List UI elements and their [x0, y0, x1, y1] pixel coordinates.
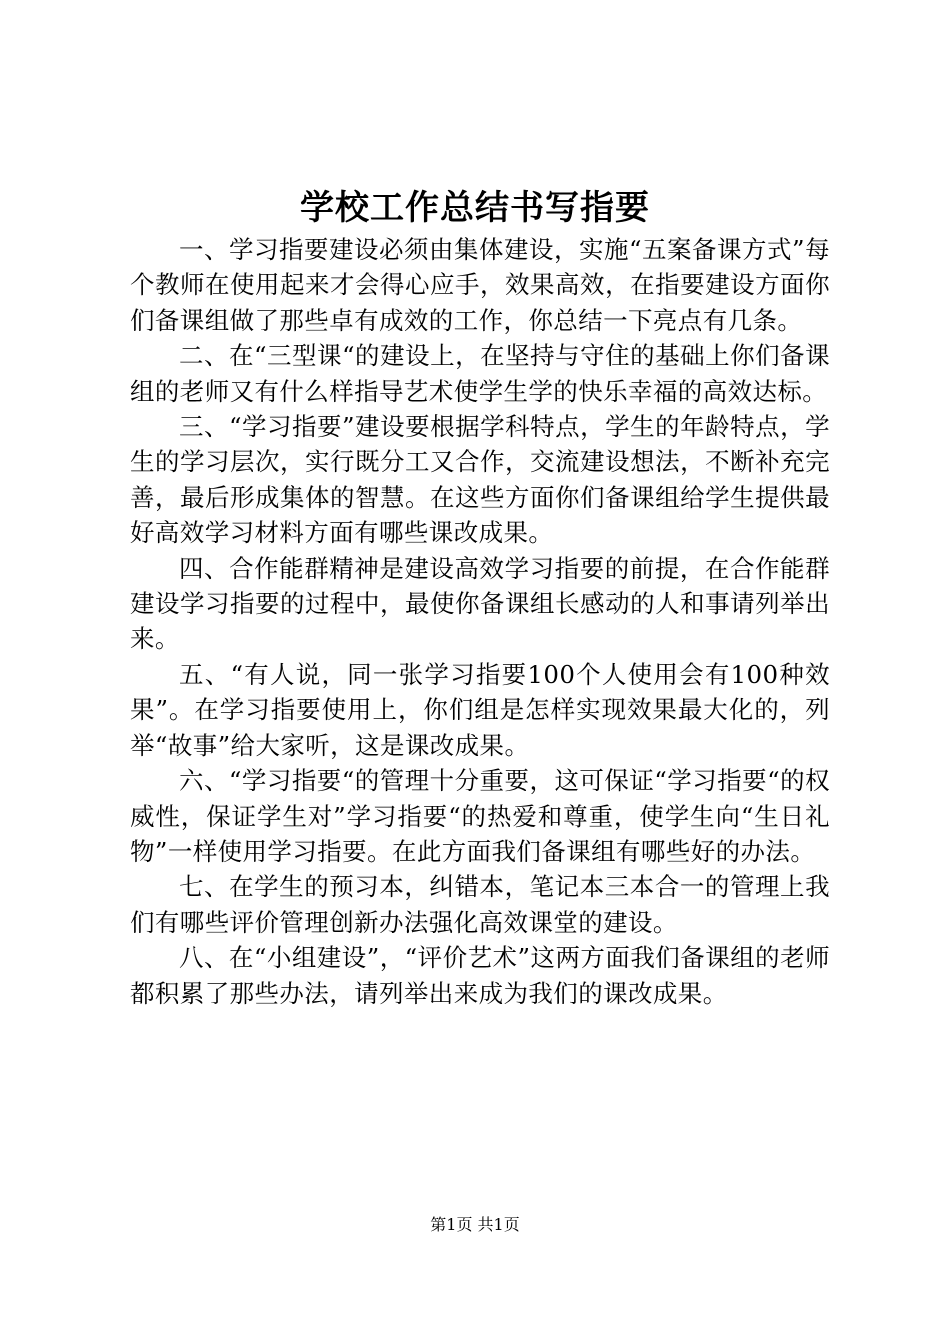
paragraph-6: 六、“学习指要“的管理十分重要，这可保证“学习指要“的权威性，保证学生对”学习指要“的热爱和尊重，使学生向“生日礼物”一样使用学习指要。在此方面我们备课组有哪些好的办法。 [130, 766, 830, 866]
paragraph-4: 四、合作能群精神是建设高效学习指要的前提，在合作能群建设学习指要的过程中，最使你备课组长感动的人和事请列举出来。 [130, 553, 830, 654]
page-footer: 第1页 共1页 [430, 1215, 520, 1234]
paragraph-7: 七、在学生的预习本，纠错本，笔记本三本合一的管理上我们有哪些评价管理创新办法强化高效课堂的建设。 [130, 872, 830, 937]
paragraph-5: 五、“有人说，同一张学习指要100个人使用会有100种效果”。在学习指要使用上，你们组是怎样实现效果最大化的，列举“故事”给大家听，这是课改成果。 [130, 659, 830, 760]
paragraph-2: 二、在“三型课“的建设上，在坚持与守住的基础上你们备课组的老师又有什么样指导艺术使学生学的快乐幸福的高效达标。 [130, 341, 830, 406]
document-body [130, 232, 830, 1011]
paragraph-8: 八、在“小组建设”，“评价艺术”这两方面我们备课组的老师都积累了那些办法，请列举出来成为我们的课改成果。 [130, 943, 830, 1008]
paragraph-3: 三、“学习指要”建设要根据学科特点，学生的年龄特点，学生的学习层次，实行既分工又合作，交流建设想法，不断补充完善，最后形成集体的智慧。在这些方面你们备课组给学生提供最好高效学习材料方面有哪些课改成果。 [130, 412, 830, 548]
document-title: 学校工作总结书写指要 [300, 188, 650, 228]
paragraph-1: 一、学习指要建设必须由集体建设，实施“五案备课方式”每个教师在使用起来才会得心应手，效果高效，在指要建设方面你们备课组做了那些卓有成效的工作，你总结一下亮点有几条。 [130, 235, 830, 335]
